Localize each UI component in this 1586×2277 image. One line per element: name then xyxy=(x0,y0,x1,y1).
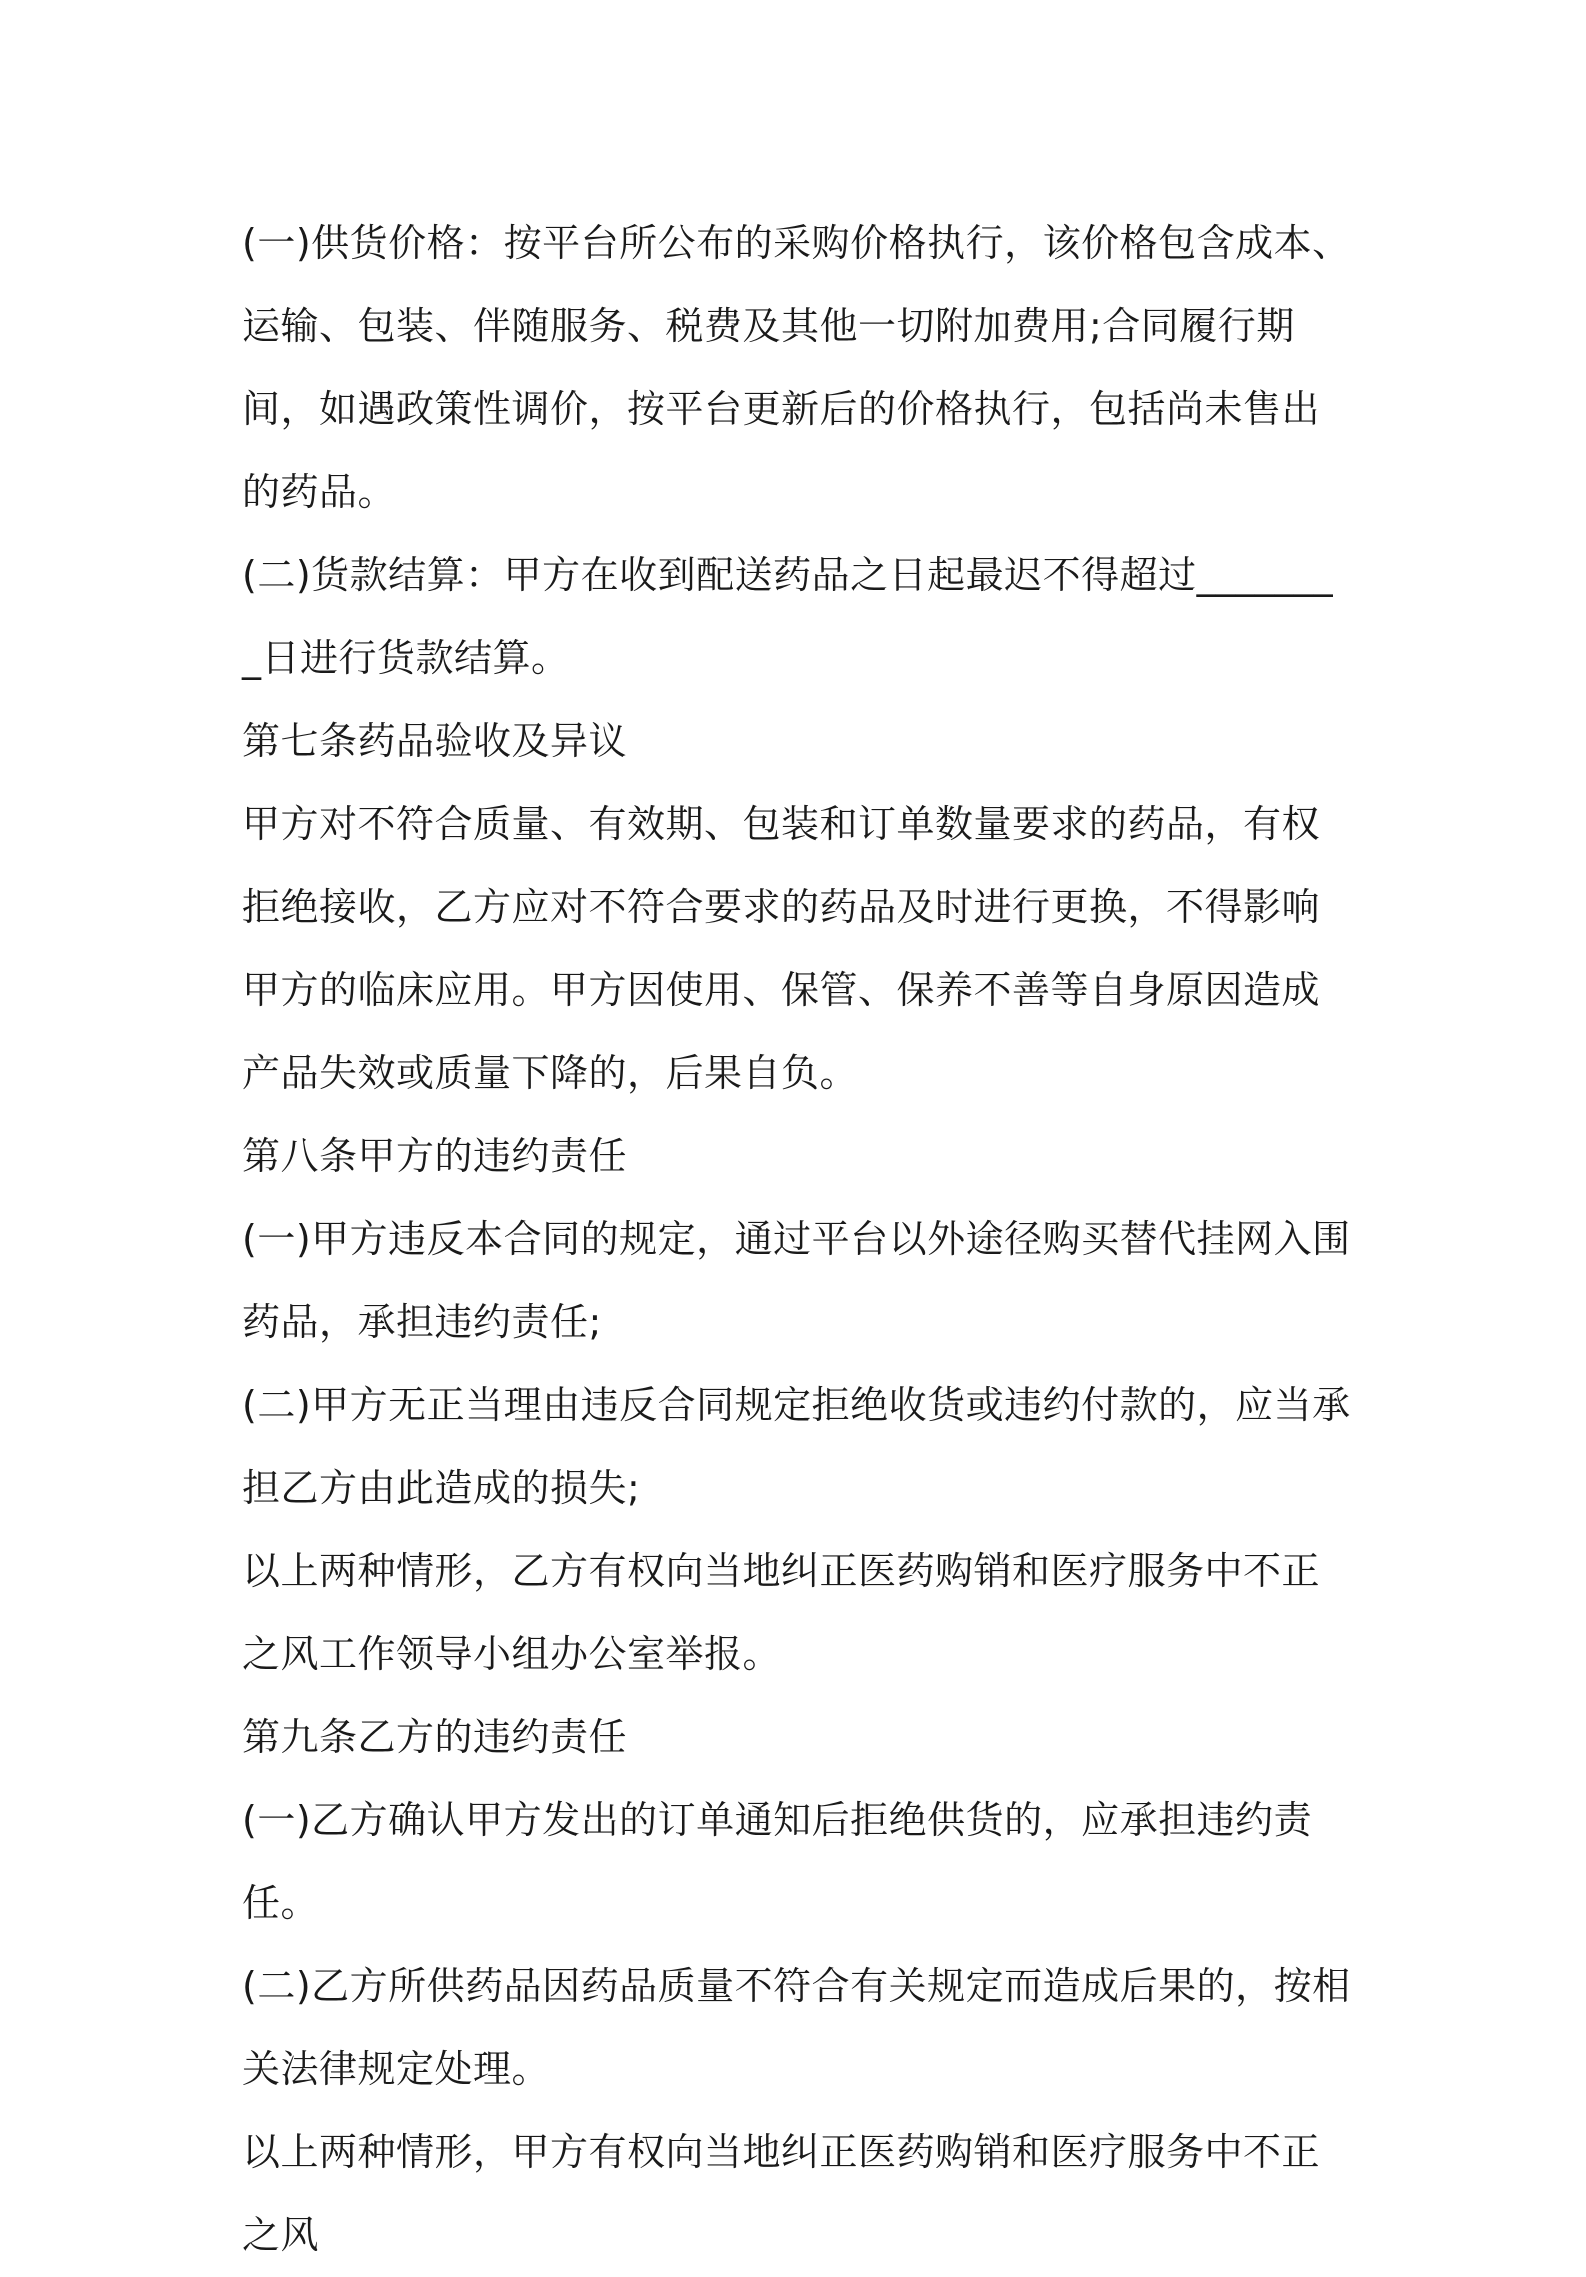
article-8-item-2: (二)甲方无正当理由违反合同规定拒绝收货或违约付款的，应当承担乙方由此造成的损失; xyxy=(242,1383,1351,1510)
clause-supply-price: (一)供货价格：按平台所公布的采购价格执行，该价格包含成本、运输、包装、伴随服务、税费及其他一切附加费用;合同履行期间，如遇政策性调价，按平台更新后的价格执行，包括尚未售出的药品。 xyxy=(242,221,1351,514)
article-7-heading: 第七条药品验收及异议 xyxy=(242,719,628,763)
article-8-reporting-note: 以上两种情形，乙方有权向当地纠正医药购销和医疗服务中不正之风工作领导小组办公室举报。 xyxy=(242,1549,1321,1676)
article-9-reporting-note: 以上两种情形，甲方有权向当地纠正医药购销和医疗服务中不正之风 xyxy=(242,2130,1321,2257)
article-8-item-1: (一)甲方违反本合同的规定，通过平台以外途径购买替代挂网入围药品，承担违约责任; xyxy=(242,1217,1351,1344)
article-9-item-2: (二)乙方所供药品因药品质量不符合有关规定而造成后果的，按相关法律规定处理。 xyxy=(242,1964,1351,2091)
article-9-item-1: (一)乙方确认甲方发出的订单通知后拒绝供货的，应承担违约责任。 xyxy=(242,1798,1313,1925)
article-9-heading: 第九条乙方的违约责任 xyxy=(242,1715,628,1759)
clause-payment-settlement: (二)货款结算：甲方在收到配送药品之日起最迟不得超过________日进行货款结算。 xyxy=(242,553,1334,680)
article-8-heading: 第八条甲方的违约责任 xyxy=(242,1134,628,1178)
article-7-body: 甲方对不符合质量、有效期、包装和订单数量要求的药品，有权拒绝接收，乙方应对不符合要求的药品及时进行更换，不得影响甲方的临床应用。甲方因使用、保管、保养不善等自身原因造成产品失效或质量下降的，后果自负。 xyxy=(242,802,1321,1095)
document-body xyxy=(242,202,1352,2277)
